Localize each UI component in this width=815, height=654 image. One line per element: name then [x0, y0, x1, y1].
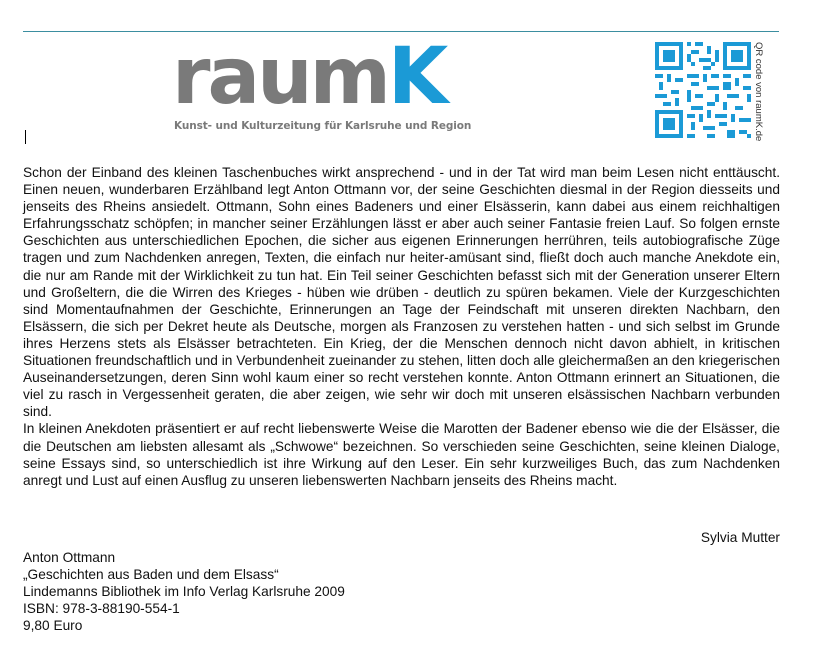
- raumk-logo: [172, 32, 472, 136]
- logo-wordmark: [172, 32, 446, 122]
- logo-tagline: Kunst- und Kulturzeitung für Karlsruhe und Region: [174, 120, 472, 132]
- book-publisher: Lindemanns Bibliothek im Info Verlag Karlsruhe 2009: [23, 584, 345, 600]
- article-paragraph: In kleinen Anekdoten präsentiert er auf recht liebenswerte Weise die Marotten der Badener ebenso wie die der Elsässer, die die Deutschen am liebsten allesamt als „Schwowe“ bezeichnen. So verschieden seine Geschichten, seine kleinen Dialoge, seine Essays sind, so unterschiedlich ist ihre Wirkung auf den Leser. Ein sehr kurzweiliges Buch, das zum Nachdenken anregt und Lust auf einen Ausflug zu unseren liebenswerten Nachbarn jenseits des Rheins macht.: [23, 421, 780, 488]
- book-isbn: ISBN: 978-3-88190-554-1: [23, 601, 180, 617]
- qr-caption-text: QR code von raumK.de: [753, 42, 764, 142]
- text-cursor: [25, 130, 26, 144]
- book-title: „Geschichten aus Baden und dem Elsass“: [23, 567, 279, 583]
- article-paragraph: Schon der Einband des kleinen Taschenbuches wirkt ansprechend - und in der Tat wird man beim Lesen nicht enttäuscht. Einen neuen, wunderbaren Erzählband legt Anton Ottmann vor, der seine Geschichten diesmal in der Region diesseits und jenseits des Rheins ansiedelt. Ottmann, Sohn eines Badeners und einer Elsässerin, kann dabei aus einem reichhaltigen Erfahrungsschatz schöpfen; in mancher seiner Erzählungen lässt er aber auch seiner Fantasie freien Lauf. So folgen ernste Geschichten aus unterschiedlichen Epochen, die sicher aus eigenen Erinnerungen herrühren, teils autobiografische Züge tragen und zum Nachdenken anregen, Texten, die einfach nur heiter-amüsant sind, fließt doch auch manche Anekdote ein, die nur am Rande mit der Wirklichkeit zu tun hat. Ein Teil seiner Geschichten befasst sich mit der Generation unserer Eltern und Großeltern, die die Wirren des Krieges - hüben wie drüben - deutlich zu spüren bekamen. Viele der Kurzgeschichten sind Momentaufnahmen der Geschichte, Erinnerungen an Tage der Feindschaft mit unseren direkten Nachbarn, den Elsässern, die sich per Dekret heute als Deutsche, morgen als Franzosen zu verstehen hatten - und sich selbst im Grunde ihres Herzens stets als Elsässer betrachteten. Ein Krieg, der die Menschen dennoch nicht davon abhielt, in kritischen Situationen freundschaftlich und in Verbundenheit zueinander zu stehen, litten doch alle gleichermaßen an den kriegerischen Auseinandersetzungen, deren Sinn wohl kaum einer so recht verstehen konnte. Anton Ottmann erinnert an Situationen, die viel zu rasch in Vergessenheit geraten, die aber zeigen, wie sehr wir doch mit unseren elsässischen Nachbarn verbunden sind.: [23, 165, 780, 420]
- qr-code-icon: [655, 42, 751, 138]
- logo-word-raum: raum: [172, 32, 388, 122]
- book-info: [23, 549, 345, 634]
- qr-caption: [752, 42, 766, 142]
- logo-word-k: K: [387, 32, 446, 122]
- article-signature: Sylvia Mutter: [700, 530, 780, 545]
- article-body: [23, 164, 780, 489]
- book-price: 9,80 Euro: [23, 618, 83, 634]
- book-author: Anton Ottmann: [23, 550, 116, 565]
